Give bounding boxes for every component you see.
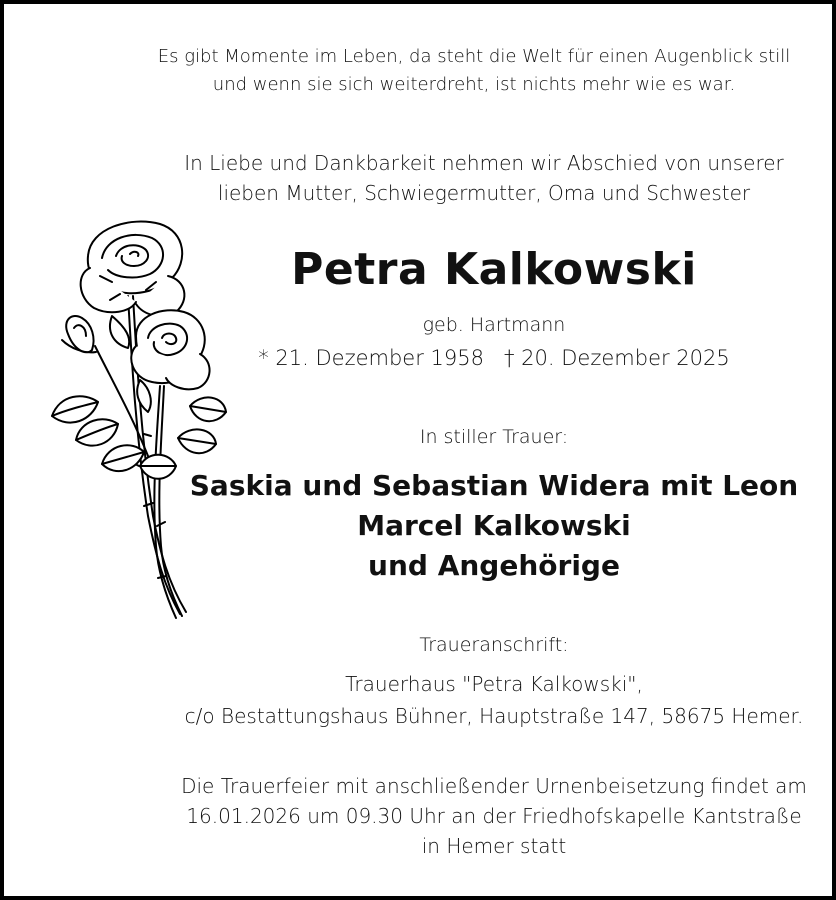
mourners-line-3: und Angehörige [368, 549, 620, 582]
mourners-line-1: Saskia und Sebastian Widera mit Leon [189, 469, 799, 502]
ceremony-line-1: Die Trauerfeier mit anschließender Urnenbeisetzung findet am [181, 774, 807, 798]
mourners-heading: In stiller Trauer: [419, 426, 569, 448]
address-line-2: c/o Bestattungshaus Bühner, Hauptstraße 147, 58675 Hemer. [184, 704, 804, 728]
address-heading: Traueranschrift: [419, 634, 569, 656]
intro-line-2: lieben Mutter, Schwiegermutter, Oma und Schwester [217, 181, 751, 205]
ceremony-line-3: in Hemer statt [421, 834, 567, 858]
deceased-name: Petra Kalkowski [291, 244, 697, 295]
rose-illustration-icon [40, 216, 230, 626]
mourners-line-2: Marcel Kalkowski [357, 509, 631, 542]
ceremony-line-2: 16.01.2026 um 09.30 Uhr an der Friedhofskapelle Kantstraße [186, 804, 802, 828]
life-dates: * 21. Dezember 1958 † 20. Dezember 2025 [258, 346, 730, 370]
intro-line-1: In Liebe und Dankbarkeit nehmen wir Abschied von unserer [184, 151, 784, 175]
quote-line-1: Es gibt Momente im Leben, da steht die Welt für einen Augenblick still [157, 46, 791, 67]
address-line-1: Trauerhaus "Petra Kalkowski", [345, 672, 643, 696]
quote-line-2: und wenn sie sich weiterdreht, ist nichts mehr wie es war. [212, 74, 736, 95]
birth-name: geb. Hartmann [422, 314, 566, 336]
